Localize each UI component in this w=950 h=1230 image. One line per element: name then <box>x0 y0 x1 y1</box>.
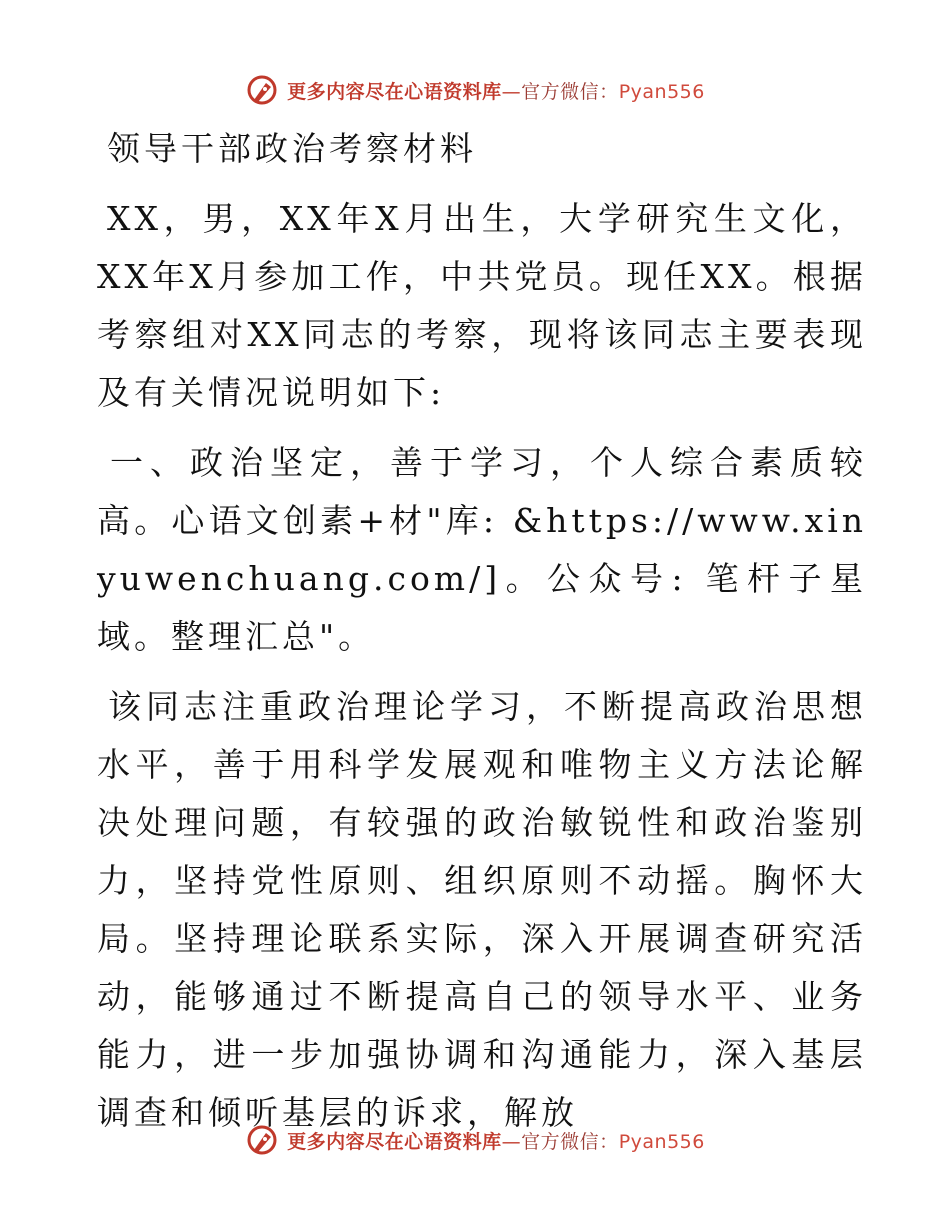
banner-text <box>287 1127 705 1154</box>
banner-dash: — <box>501 1130 522 1153</box>
banner-wechat-label: 官方微信： <box>521 1130 619 1153</box>
pen-nib-icon <box>245 1123 279 1157</box>
paragraph-body <box>97 678 867 1142</box>
paragraph-text: XX，男，XX年X月出生，大学研究生文化，XX年X月参加工作，中共党员。现任XX。根据考察组对XX同志的考察，现将该同志主要表现及有关情况说明如下: <box>97 199 867 412</box>
banner-wechat-label: 官方微信： <box>521 80 619 103</box>
paragraph-text: 一、政治坚定，善于学习，个人综合素质较高。心语文创素+材"库: &https://www.xinyuwenchuang.com/]。公众号: 笔杆子星域。整理汇总"。 <box>97 443 867 656</box>
banner-wechat-id: Pyan556 <box>618 80 705 103</box>
paragraph-intro <box>97 190 867 422</box>
banner-lead: 更多内容尽在心语资料库 <box>287 1130 502 1153</box>
banner-text <box>287 77 705 104</box>
document-title: 领导干部政治考察材料 <box>107 129 477 168</box>
paragraph-text: 该同志注重政治理论学习，不断提高政治思想水平，善于用科学发展观和唯物主义方法论解决处理问题，有较强的政治敏锐性和政治鉴别力，坚持党性原则、组织原则不动摇。胸怀大局。坚持理论联系实际，深入开展调查研究活动，能够通过不断提高自己的领导水平、业务能力，进一步加强协调和沟通能力，深入基层调查和倾听基层的诉求，解放 <box>97 687 867 1132</box>
footer-banner <box>0 1118 950 1162</box>
banner-lead: 更多内容尽在心语资料库 <box>287 80 502 103</box>
document-body <box>97 120 867 1154</box>
banner-wechat-id: Pyan556 <box>618 1130 705 1153</box>
pen-nib-icon <box>245 73 279 107</box>
header-banner <box>0 68 950 112</box>
paragraph-section-one <box>97 434 867 666</box>
banner-dash: — <box>501 80 522 103</box>
